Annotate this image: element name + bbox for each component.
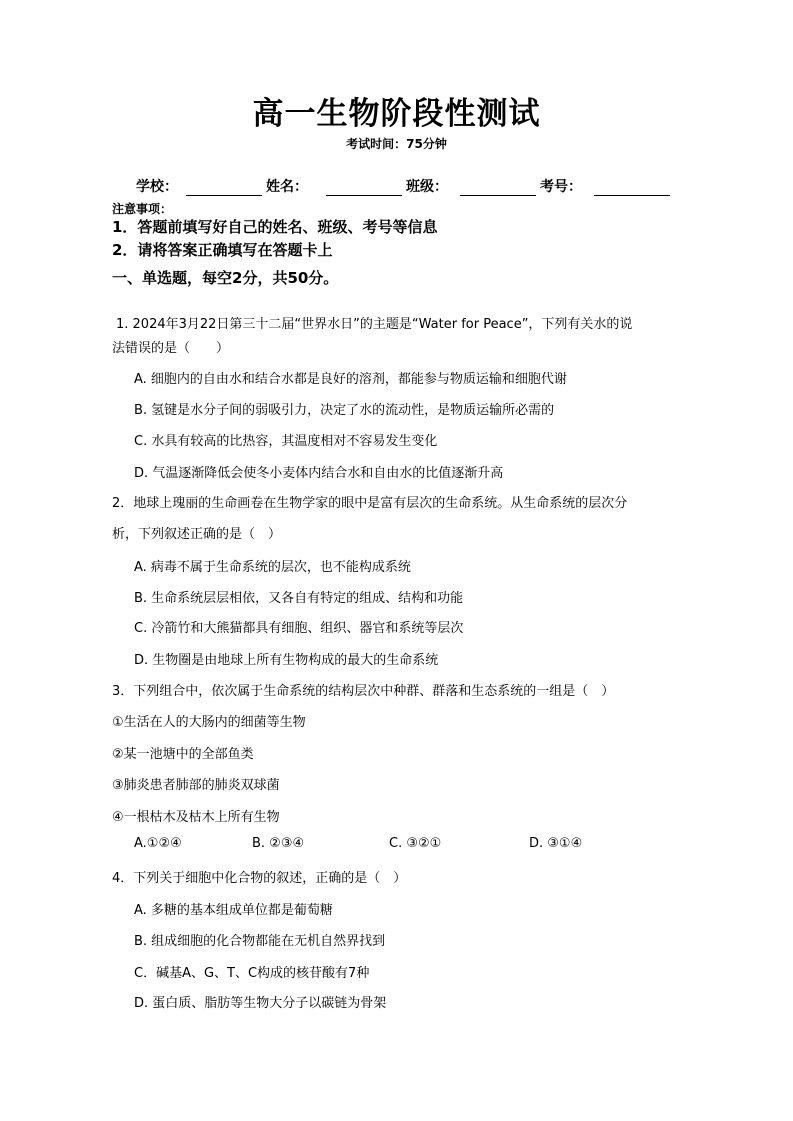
exam-duration: 考试时间：75分钟: [346, 137, 447, 151]
question-2-option-a[interactable]: A. 病毒不属于生命系统的层次，也不能构成系统: [134, 560, 411, 575]
class-field[interactable]: [460, 181, 536, 196]
question-1-stem-cont: 法错误的是（ ）: [112, 341, 230, 356]
notice-item: 2．请将答案正确填写在答题卡上: [112, 241, 333, 259]
question-4-stem: 4．下列关于细胞中化合物的叙述，正确的是（ ）: [112, 871, 407, 886]
question-4-option-c[interactable]: C．碱基A、G、T、C构成的核苷酸有7种: [134, 966, 370, 981]
name-label: 姓名：: [266, 179, 308, 195]
school-field[interactable]: [186, 181, 262, 196]
question-3-item: ④一根枯木及枯木上所有生物: [112, 810, 280, 825]
notice-item: 1．答题前填写好自己的姓名、班级、考号等信息: [112, 218, 438, 236]
question-2-option-d[interactable]: D. 生物圈是由地球上所有生物构成的最大的生命系统: [134, 653, 439, 668]
question-2-stem: 2．地球上瑰丽的生命画卷在生物学家的眼中是富有层次的生命系统。从生命系统的层次分: [112, 496, 628, 511]
question-2-stem-cont: 析，下列叙述正确的是（ ）: [112, 527, 282, 542]
student-info-row: [136, 176, 674, 196]
question-3-choice-b[interactable]: B. ②③④: [252, 836, 305, 851]
question-2-option-c[interactable]: C. 冷箭竹和大熊猫都具有细胞、组织、器官和系统等层次: [134, 621, 464, 636]
question-1-option-c[interactable]: C. 水具有较高的比热容，其温度相对不容易发生变化: [134, 434, 438, 449]
question-3-choice-a[interactable]: A.①②④: [134, 836, 182, 851]
question-4-option-a[interactable]: A. 多糖的基本组成单位都是葡萄糖: [134, 903, 333, 918]
question-1-option-a[interactable]: A. 细胞内的自由水和结合水都是良好的溶剂，都能参与物质运输和细胞代谢: [134, 372, 567, 387]
question-3-choice-c[interactable]: C. ③②①: [389, 836, 442, 851]
question-3-item: ②某一池塘中的全部鱼类: [112, 747, 254, 762]
id-label: 考号：: [540, 179, 582, 195]
question-3-stem: 3．下列组合中，依次属于生命系统的结构层次中种群、群落和生态系统的一组是（ ）: [112, 684, 615, 699]
notice-heading: 注意事项：: [112, 202, 173, 216]
question-1-option-b[interactable]: B. 氢键是水分子间的弱吸引力，决定了水的流动性，是物质运输所必需的: [134, 403, 555, 418]
question-4-option-d[interactable]: D. 蛋白质、脂肪等生物大分子以碳链为骨架: [134, 996, 387, 1011]
question-3-item: ①生活在人的大肠内的细菌等生物: [112, 715, 306, 730]
question-3-choice-d[interactable]: D. ③①④: [529, 836, 583, 851]
id-field[interactable]: [594, 181, 670, 196]
class-label: 班级：: [406, 179, 448, 195]
question-4-option-b[interactable]: B. 组成细胞的化合物都能在无机自然界找到: [134, 934, 386, 949]
page-title: 高一生物阶段性测试: [252, 96, 541, 132]
section-title: 一、单选题，每空2分，共50分。: [112, 269, 339, 287]
question-1-option-d[interactable]: D. 气温逐渐降低会使冬小麦体内结合水和自由水的比值逐渐升高: [134, 466, 504, 481]
question-2-option-b[interactable]: B. 生命系统层层相依，又各自有特定的组成、结构和功能: [134, 591, 464, 606]
question-3-item: ③肺炎患者肺部的肺炎双球菌: [112, 778, 280, 793]
name-field[interactable]: [326, 181, 402, 196]
question-1-stem: 1. 2024年3月22日第三十二届“世界水日”的主题是“Water for Peace”，下列有关水的说: [116, 317, 633, 332]
school-label: 学校：: [136, 179, 178, 195]
